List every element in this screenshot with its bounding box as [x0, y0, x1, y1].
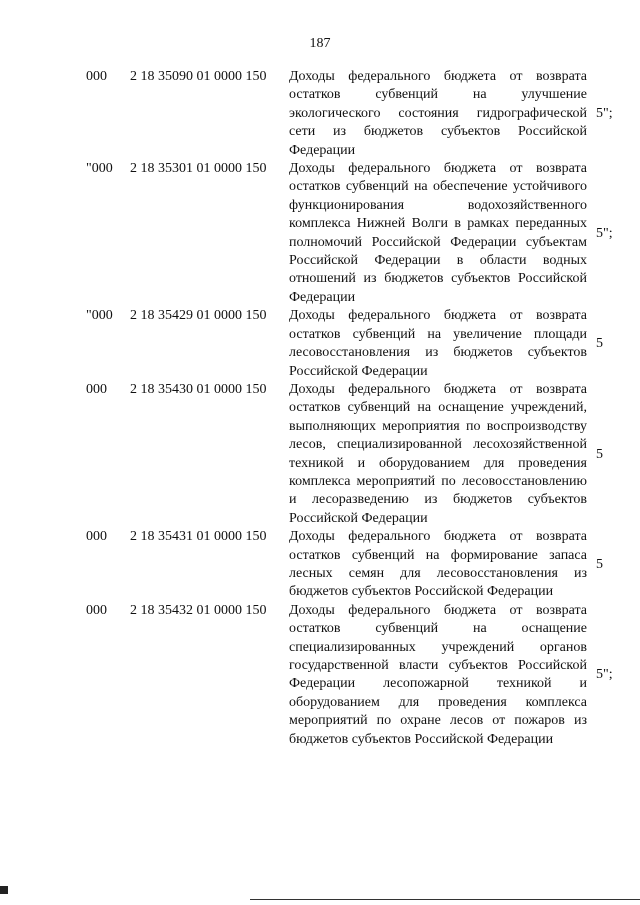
row-description: Доходы федерального бюджета от возврата остатков субвенций на обеспечение устойчивого функционирования водохозяйственного комплекса Нижней Волги в рамках переданных полномочий Российской Федерации субъектам Российской Федерации в области водных отношений из бюджетов субъектов Российской Федерации [289, 161, 587, 305]
budget-code: 2 18 35429 01 0000 150 [130, 308, 267, 324]
page-number: 187 [309, 36, 331, 51]
row-value: 5 [596, 335, 603, 351]
row-value: 5 [596, 556, 603, 572]
budget-code: 2 18 35430 01 0000 150 [130, 381, 267, 397]
admin-code: 000 [86, 381, 107, 397]
budget-code: 2 18 35431 01 0000 150 [130, 529, 267, 545]
admin-code: 000 [86, 529, 107, 545]
row-description: Доходы федерального бюджета от возврата остатков субвенций на оснащение учреждений, выполняющих мероприятия по воспроизводству лесов, специализированной лесохозяйственной техникой и оборудованием для проведения комплекса мероприятий по лесовосстановлению и лесоразведению из бюджетов субъектов Российской Федерации [289, 381, 587, 526]
table-row [0, 528, 640, 602]
table-row [0, 68, 640, 160]
admin-code: 000 [86, 602, 107, 618]
row-value: 5"; [596, 225, 613, 241]
admin-code: "000 [86, 308, 113, 324]
row-value: 5"; [596, 105, 613, 121]
table-row [0, 160, 640, 307]
admin-code: "000 [86, 161, 113, 177]
budget-code: 2 18 35090 01 0000 150 [130, 69, 267, 84]
row-value: 5"; [596, 667, 613, 683]
budget-code: 2 18 35432 01 0000 150 [130, 602, 267, 618]
scan-edge-line [250, 899, 640, 900]
scan-edge-mark [0, 886, 8, 894]
row-description: Доходы федерального бюджета от возврата остатков субвенций на формирование запаса лесных семян для лесовосстановления из бюджетов субъектов Российской Федерации [289, 529, 587, 600]
table-row [0, 307, 640, 381]
row-value: 5 [596, 446, 603, 462]
budget-code: 2 18 35301 01 0000 150 [130, 161, 267, 177]
row-description: Доходы федерального бюджета от возврата остатков субвенций на оснащение специализированных учреждений органов государственной власти субъектов Российской Федерации лесопожарной техникой и оборудованием для проведения комплекса мероприятий по охране лесов от пожаров из бюджетов субъектов Российской Федерации [289, 602, 587, 747]
row-description: Доходы федерального бюджета от возврата остатков субвенций на улучшение экологического состояния гидрографической сети из бюджетов субъектов Российской Федерации [289, 69, 587, 158]
revenue-table [0, 68, 640, 749]
row-description: Доходы федерального бюджета от возврата остатков субвенций на увеличение площади лесовосстановления из бюджетов субъектов Российской Федерации [289, 308, 587, 379]
admin-code: 000 [86, 69, 107, 84]
table-row [0, 381, 640, 528]
table-row [0, 602, 640, 749]
